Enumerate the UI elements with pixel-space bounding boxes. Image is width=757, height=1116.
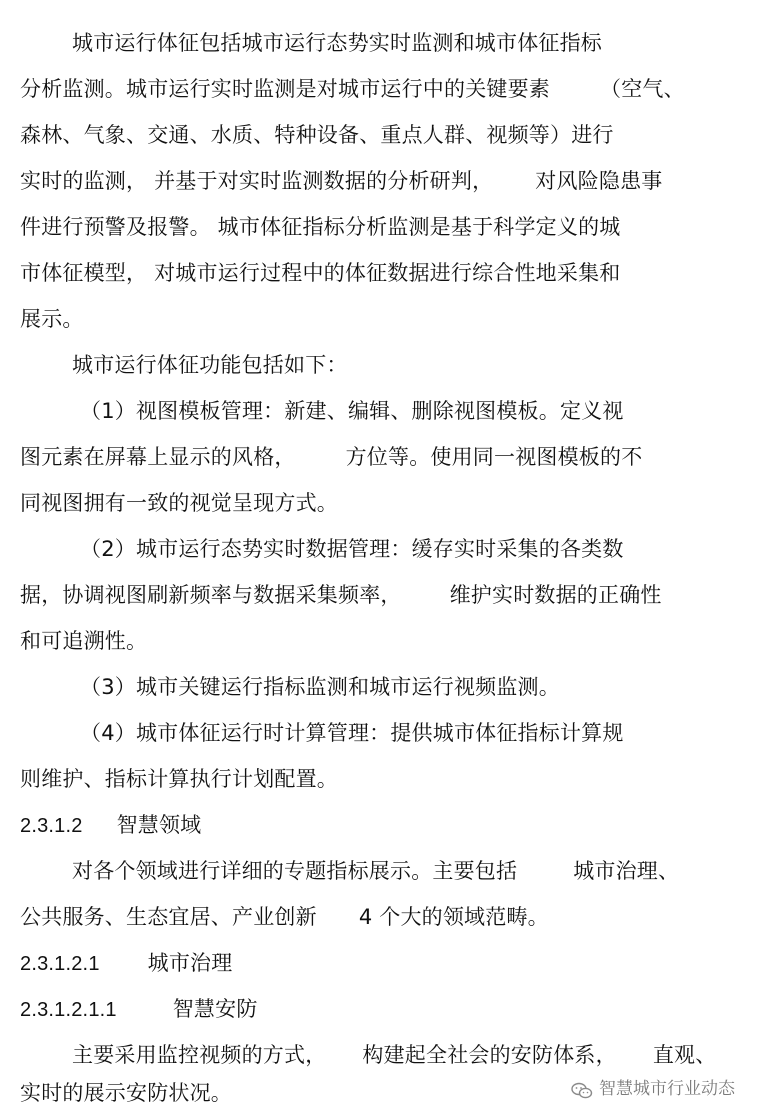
- list-item-4: （4）城市体征运行时计算管理：提供城市体征指标计算规: [80, 721, 624, 745]
- text-segment: 实时的监测， 并基于对实时监测数据的分析研判，: [20, 169, 494, 193]
- text-line: [72, 848, 679, 894]
- text-line: [20, 66, 685, 112]
- text-segment: 图元素在屏幕上显示的风格，: [20, 445, 296, 469]
- section-title: 智慧领域: [116, 813, 202, 837]
- section-heading: [20, 802, 201, 848]
- text-segment: 公共服务、生态宜居、产业创新: [20, 905, 317, 929]
- wechat-icon: [571, 1080, 593, 1098]
- section-heading: [20, 940, 232, 986]
- text-line: 则维护、指标计算执行计划配置。: [20, 767, 338, 791]
- text-segment: 据，协调视图刷新频率与数据采集频率，: [20, 583, 402, 607]
- list-item-2: （2）城市运行态势实时数据管理：缓存实时采集的各类数: [80, 537, 624, 561]
- text-line: 和可追溯性。: [20, 629, 148, 653]
- text-segment: 构建起全社会的安防体系，: [362, 1043, 617, 1067]
- text-line: 同视图拥有一致的视觉呈现方式。: [20, 491, 338, 515]
- text-line: 实时的展示安防状况。: [20, 1081, 232, 1105]
- text-segment: （空气、: [600, 77, 685, 101]
- text-line: [20, 894, 549, 940]
- section-heading: [20, 986, 258, 1032]
- text-segment: 对各个领域进行详细的专题指标展示。主要包括: [72, 859, 518, 883]
- text-segment: 主要采用监控视频的方式，: [72, 1043, 327, 1067]
- text-line: 市体征模型， 对城市运行过程中的体征数据进行综合性地采集和: [20, 261, 621, 285]
- text-segment: 直观、: [652, 1043, 717, 1067]
- text-line: 展示。: [20, 307, 84, 331]
- text-segment: 城市治理、: [573, 859, 680, 883]
- section-number: 2.3.1.2.1.1: [20, 999, 117, 1021]
- text-segment: 方位等。使用同一视图模板的不: [345, 445, 643, 469]
- text-line: 件进行预警及报警。 城市体征指标分析监测是基于科学定义的城: [20, 215, 621, 239]
- list-item-1: （1）视图模板管理：新建、编辑、删除视图模板。定义视: [80, 399, 624, 423]
- text-line: [20, 158, 662, 204]
- text-line: 森林、气象、交通、水质、特种设备、重点人群、视频等）进行: [20, 123, 614, 147]
- section-number: 2.3.1.2.1: [20, 953, 100, 975]
- watermark-text: 智慧城市行业动态: [599, 1079, 735, 1099]
- text-line: 城市运行体征功能包括如下：: [72, 353, 348, 377]
- section-title: 城市治理: [147, 951, 233, 975]
- section-number: 2.3.1.2: [20, 815, 83, 837]
- text-line: 城市运行体征包括城市运行态势实时监测和城市体征指标: [72, 31, 602, 55]
- section-title: 智慧安防: [172, 997, 258, 1021]
- text-segment: 分析监测。城市运行实时监测是对城市运行中的关键要素: [20, 77, 550, 101]
- text-line: [20, 572, 662, 618]
- list-item-3: （3）城市关键运行指标监测和城市运行视频监测。: [80, 675, 560, 699]
- text-line: [20, 434, 642, 480]
- text-segment: 4 个大的领域范畴。: [358, 905, 549, 929]
- watermark: [571, 1074, 735, 1104]
- text-segment: 对风险隐患事: [535, 169, 663, 193]
- text-segment: 维护实时数据的正确性: [449, 583, 662, 607]
